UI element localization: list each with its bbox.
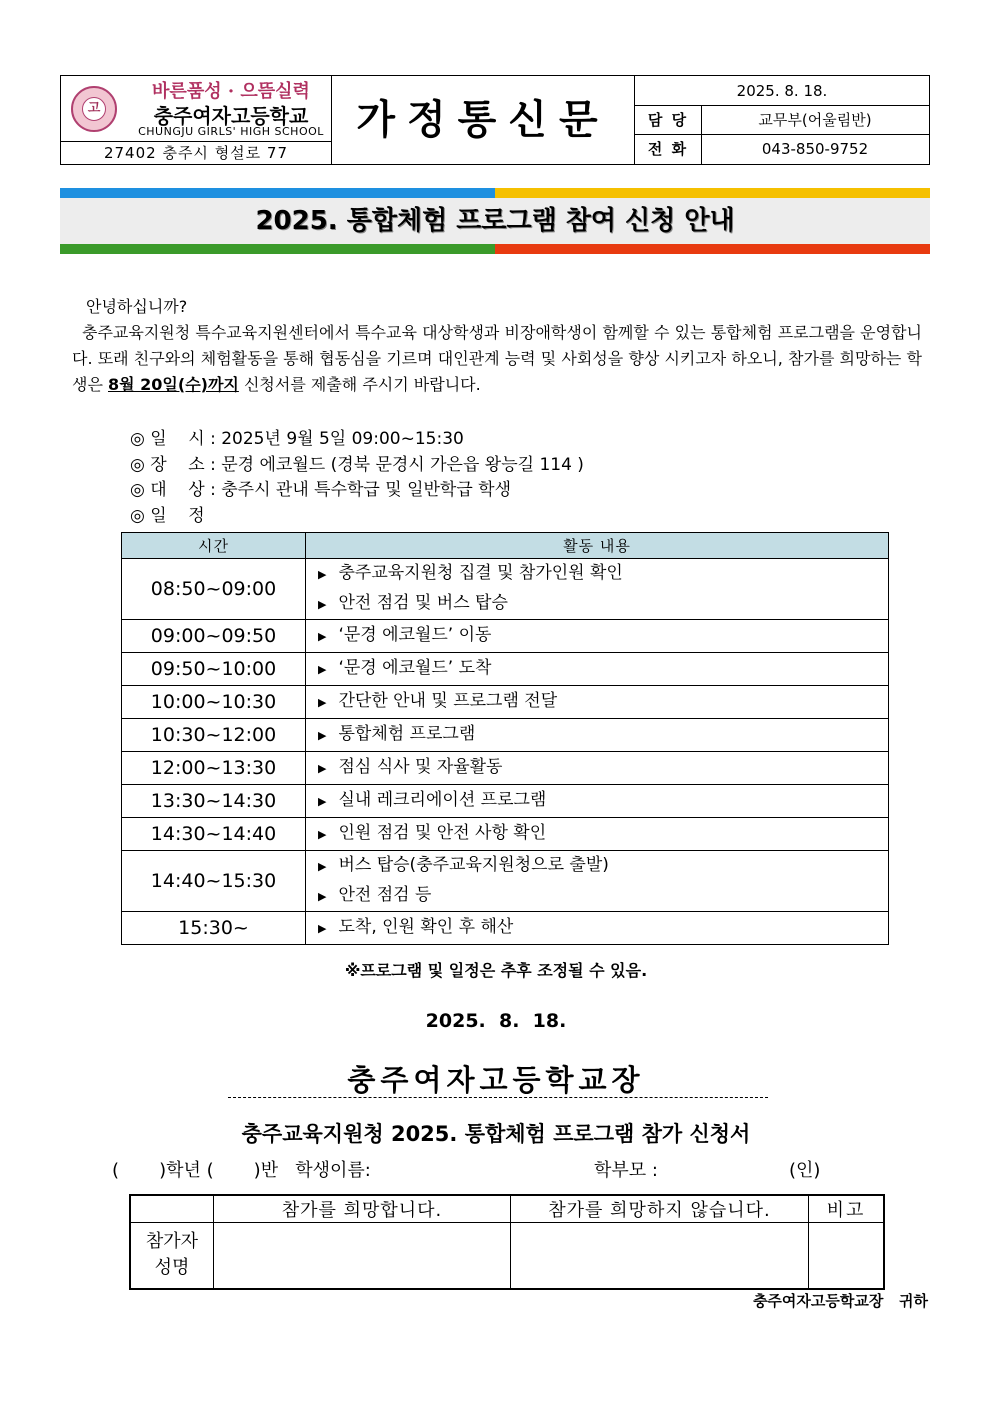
schedule-row: [122, 752, 889, 785]
schedule-time: 08:50~09:00: [122, 559, 306, 620]
banner-bar-yellow: [495, 188, 930, 198]
manager-label: 담 당: [635, 106, 702, 135]
bullet-triangle-icon: ▶: [318, 922, 327, 935]
schedule-item-text: 도착, 인원 확인 후 해산: [338, 917, 514, 937]
cut-line: [228, 1097, 768, 1098]
form-note-entry[interactable]: [809, 1223, 885, 1289]
bullet-triangle-icon: ▶: [318, 630, 327, 643]
bullet-triangle-icon: ▶: [318, 890, 327, 903]
schedule-item: [318, 851, 888, 881]
schedule-row: [122, 912, 889, 945]
schedule-note: ※프로그램 및 일정은 추후 조정될 수 있음.: [344, 961, 648, 980]
form-no-entry[interactable]: [511, 1223, 809, 1289]
school-logo-cell: [61, 76, 332, 142]
form-grade-class-name: ( )학년 ( )반 학생이름:: [112, 1160, 371, 1181]
intro-text: 충주교육지원청 특수교육지원센터에서 특수교육 대상학생과 비장애학생이 함께할 수 있는 통합체험 프로그램을 운영합니다. 또래 친구와의 체험활동을 통해 협동심을 기르며 대인관계 능력 및 사회성을 향상 시키고자 하오니, 참가를 희망하는 학생은: [72, 323, 922, 394]
form-title: 충주교육지원청 2025. 통합체험 프로그램 참가 신청서: [241, 1122, 751, 1146]
header-date: 2025. 8. 18.: [635, 76, 929, 106]
schedule-item-text: 통합체험 프로그램: [338, 724, 476, 744]
doc-title: 가정통신문: [332, 76, 635, 164]
intro-text-end: 신청서를 제출해 주시기 바랍니다.: [238, 375, 481, 394]
schedule-item-text: 충주교육지원청 집결 및 참가인원 확인: [338, 563, 623, 583]
schedule-content: [306, 752, 889, 785]
phone-row: [635, 135, 929, 164]
schedule-item: [318, 720, 888, 750]
phone-label: 전 화: [635, 135, 702, 164]
form-blank-cell: [130, 1195, 214, 1223]
bullet-triangle-icon: ▶: [318, 762, 327, 775]
schedule-time: 10:00~10:30: [122, 686, 306, 719]
bullet-triangle-icon: ▶: [318, 795, 327, 808]
schedule-item: [318, 654, 888, 684]
schedule-item: [318, 913, 888, 943]
schedule-content: [306, 686, 889, 719]
form-seal: (인): [789, 1160, 821, 1181]
info-schedule: ◎ 일 정: [130, 506, 205, 526]
schedule-time: 12:00~13:30: [122, 752, 306, 785]
schedule-time: 14:40~15:30: [122, 851, 306, 912]
emblem-char: 고: [82, 97, 106, 121]
schedule-item-text: 버스 탑승(충주교육지원청으로 출발): [338, 855, 609, 875]
form-yes-entry[interactable]: [214, 1223, 511, 1289]
schedule-row: [122, 818, 889, 851]
deadline-text: 8월 20일(수)까지: [108, 375, 239, 394]
schedule-header-row: [122, 533, 889, 559]
sign-date: 2025. 8. 18.: [425, 1010, 567, 1032]
principal-name: 충주여자고등학교장: [347, 1063, 645, 1097]
bullet-triangle-icon: ▶: [318, 696, 327, 709]
schedule-item: [318, 881, 888, 911]
schedule-item-text: 안전 점검 및 버스 탑승: [338, 593, 508, 613]
school-name-en: CHUNGJU GIRLS' HIGH SCHOOL: [138, 125, 324, 138]
schedule-content: [306, 653, 889, 686]
schedule-item: [318, 819, 888, 849]
form-row-label-1: 참가자: [145, 1231, 199, 1253]
schedule-item-text: 안전 점검 등: [338, 885, 432, 905]
schedule-item: [318, 589, 888, 619]
schedule-content: [306, 912, 889, 945]
manager-row: [635, 106, 929, 135]
schedule-row: [122, 620, 889, 653]
footer-recipient: 충주여자고등학교장 귀하: [752, 1292, 928, 1310]
header-content: 활동 내용: [306, 533, 889, 559]
schedule-item-text: 간단한 안내 및 프로그램 전달: [338, 691, 558, 711]
schedule-row: [122, 686, 889, 719]
school-motto: 바른품성 · 으뜸실력: [152, 81, 310, 102]
schedule-time: 09:00~09:50: [122, 620, 306, 653]
banner-bar-red: [495, 244, 930, 254]
application-form-table: [129, 1194, 885, 1290]
form-row-label: [130, 1223, 214, 1289]
info-target: ◎ 대 상 : 충주시 관내 특수학급 및 일반학급 학생: [130, 480, 512, 500]
bullet-triangle-icon: ▶: [318, 568, 327, 581]
schedule-time: 13:30~14:30: [122, 785, 306, 818]
schedule-time: 14:30~14:40: [122, 818, 306, 851]
schedule-item: [318, 753, 888, 783]
banner-bar-blue: [60, 188, 495, 198]
school-address: 27402 충주시 형설로 77: [61, 142, 332, 164]
form-parent: 학부모 :: [594, 1160, 658, 1181]
bullet-triangle-icon: ▶: [318, 663, 327, 676]
schedule-table: [121, 532, 889, 945]
header-time: 시간: [122, 533, 306, 559]
schedule-item: [318, 559, 888, 589]
schedule-content: [306, 785, 889, 818]
form-col-yes: 참가를 희망합니다.: [214, 1195, 511, 1223]
form-row-label-2: 성명: [154, 1257, 190, 1279]
schedule-time: 10:30~12:00: [122, 719, 306, 752]
phone-value: 043-850-9752: [761, 140, 869, 158]
info-date: ◎ 일 시 : 2025년 9월 5일 09:00~15:30: [130, 429, 464, 449]
school-name: 충주여자고등학교: [153, 104, 309, 128]
manager-value: 교무부(어울림반): [758, 111, 872, 129]
schedule-time: 15:30~: [122, 912, 306, 945]
bullet-triangle-icon: ▶: [318, 860, 327, 873]
schedule-row: [122, 785, 889, 818]
schedule-content: [306, 620, 889, 653]
schedule-row: [122, 653, 889, 686]
schedule-item-text: 인원 점검 및 안전 사항 확인: [338, 823, 547, 843]
intro-paragraph: [72, 320, 922, 398]
header-box: [60, 75, 930, 165]
schedule-item: [318, 786, 888, 816]
form-col-note: 비고: [809, 1195, 885, 1223]
bullet-triangle-icon: ▶: [318, 598, 327, 611]
schedule-content: [306, 559, 889, 620]
schedule-item-text: ‘문경 에코월드’ 이동: [338, 625, 492, 645]
bullet-triangle-icon: ▶: [318, 729, 327, 742]
schedule-time: 09:50~10:00: [122, 653, 306, 686]
form-col-no: 참가를 희망하지 않습니다.: [511, 1195, 809, 1223]
form-header-row: [130, 1195, 884, 1223]
info-place: ◎ 장 소 : 문경 에코월드 (경북 문경시 가은읍 왕능길 114 ): [130, 455, 584, 475]
schedule-content: [306, 818, 889, 851]
schedule-row: [122, 851, 889, 912]
schedule-item: [318, 687, 888, 717]
school-emblem-icon: [71, 86, 117, 132]
bullet-triangle-icon: ▶: [318, 828, 327, 841]
schedule-item-text: 실내 레크리에이션 프로그램: [338, 790, 547, 810]
schedule-item-text: 점심 식사 및 자율활동: [338, 757, 503, 777]
form-entry-row: [130, 1223, 884, 1289]
banner-bar-green: [60, 244, 495, 254]
schedule-item-text: ‘문경 에코월드’ 도착: [338, 658, 492, 678]
schedule-item: [318, 621, 888, 651]
greeting: 안녕하십니까?: [86, 297, 188, 316]
title-banner: [60, 188, 930, 254]
banner-title: 2025. 통합체험 프로그램 참여 신청 안내: [255, 206, 735, 236]
schedule-content: [306, 851, 889, 912]
schedule-row: [122, 559, 889, 620]
schedule-row: [122, 719, 889, 752]
schedule-content: [306, 719, 889, 752]
